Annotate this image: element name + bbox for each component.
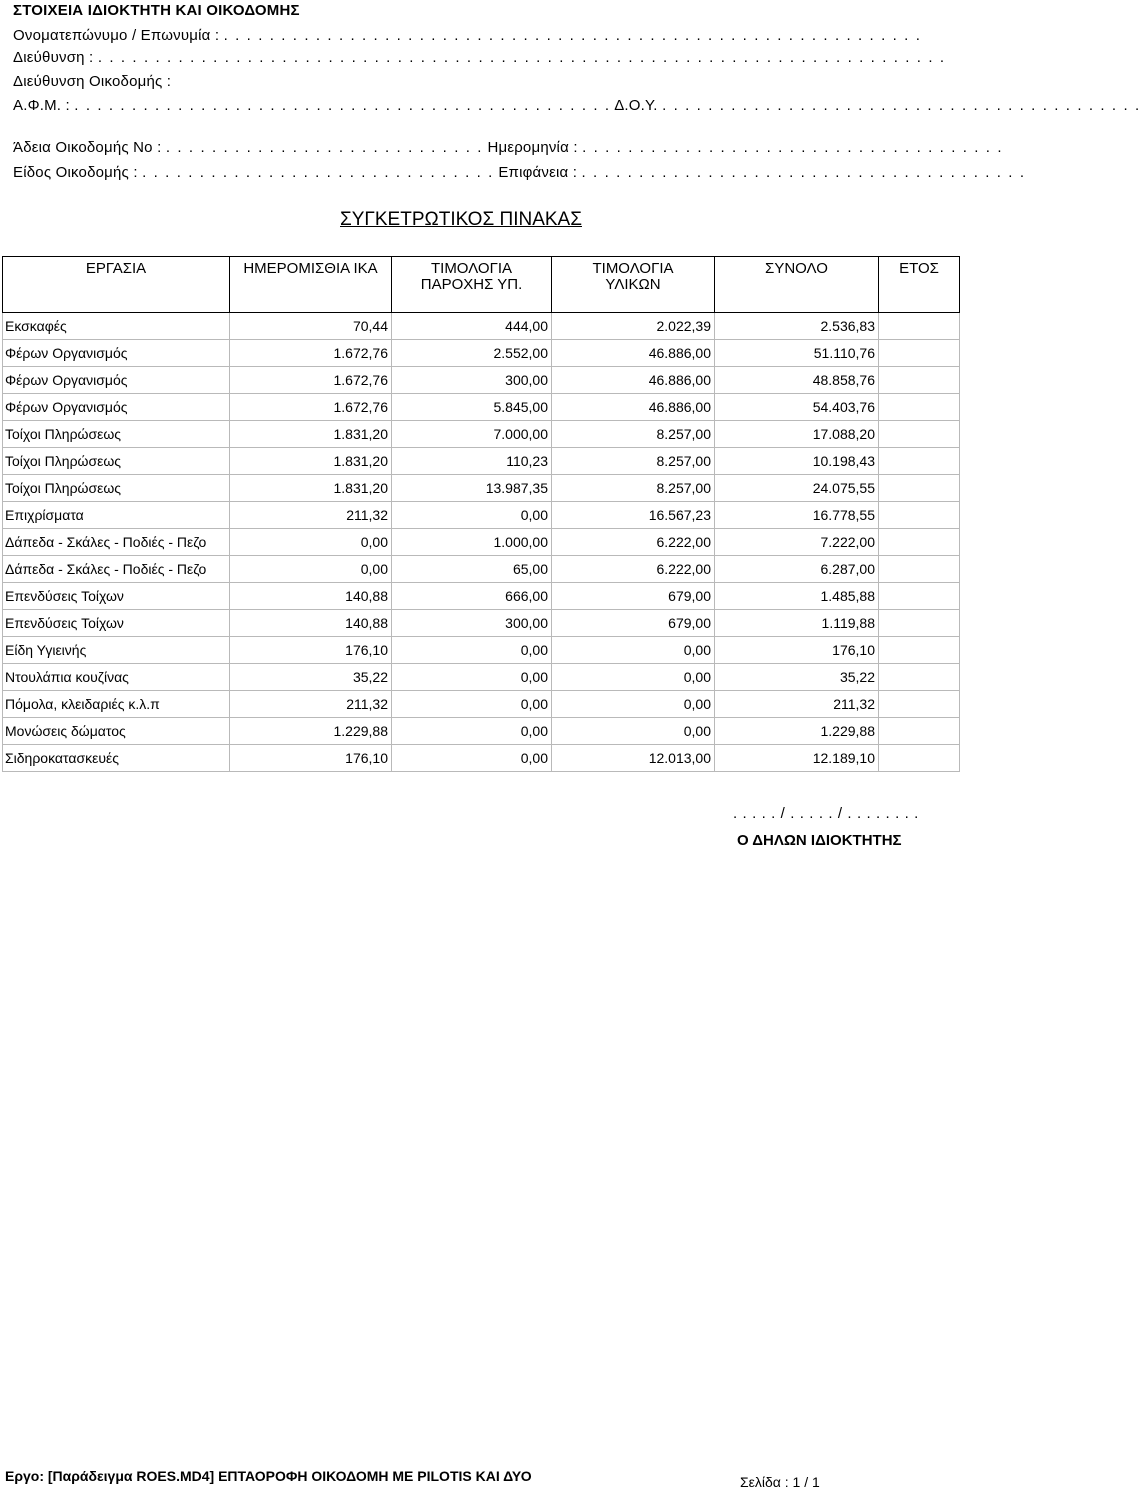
cell-services: 13.987,35 (392, 475, 552, 502)
cell-ika: 211,32 (230, 691, 392, 718)
owner-label: Ονοματεπώνυμο / Επωνυμία : (13, 27, 220, 44)
cell-year (879, 367, 960, 394)
cell-ika: 1.831,20 (230, 475, 392, 502)
cell-total: 211,32 (715, 691, 879, 718)
cell-year (879, 502, 960, 529)
cell-ika: 0,00 (230, 556, 392, 583)
cell-ika: 1.831,20 (230, 448, 392, 475)
cell-year (879, 394, 960, 421)
cell-materials: 46.886,00 (552, 394, 715, 421)
table-row (3, 583, 960, 610)
cell-total: 51.110,76 (715, 340, 879, 367)
cell-services: 0,00 (392, 637, 552, 664)
cell-services: 300,00 (392, 367, 552, 394)
building-type-field (13, 164, 1026, 181)
cell-work: Επενδύσεις Τοίχων (3, 583, 230, 610)
cell-services: 2.552,00 (392, 340, 552, 367)
cell-total: 16.778,55 (715, 502, 879, 529)
cell-ika: 1.229,88 (230, 718, 392, 745)
area-dots: . . . . . . . . . . . . . . . . . . . . . . . . . . . . . . . . . . . . . . . (581, 164, 1026, 181)
cell-year (879, 313, 960, 340)
cell-ika: 176,10 (230, 745, 392, 772)
cell-ika: 211,32 (230, 502, 392, 529)
cell-year (879, 718, 960, 745)
cell-materials: 12.013,00 (552, 745, 715, 772)
date-dots: . . . . . . . . . . . . . . . . . . . . . . . . . . . . . . . . . . . . . (582, 139, 1004, 156)
cell-ika: 140,88 (230, 610, 392, 637)
permit-dots: . . . . . . . . . . . . . . . . . . . . . . . . . . . . (165, 139, 484, 156)
cell-year (879, 745, 960, 772)
cell-materials: 2.022,39 (552, 313, 715, 340)
address-field (13, 49, 946, 66)
column-header-work: ΕΡΓΑΣΙΑ (3, 257, 230, 313)
table-row (3, 313, 960, 340)
cell-services: 0,00 (392, 502, 552, 529)
table-row (3, 502, 960, 529)
column-header-year: ΕΤΟΣ (879, 257, 960, 313)
cell-services: 666,00 (392, 583, 552, 610)
table-row (3, 664, 960, 691)
table-row (3, 475, 960, 502)
cell-ika: 1.672,76 (230, 394, 392, 421)
summary-table (2, 256, 960, 772)
cell-year (879, 583, 960, 610)
building-type-label: Είδος Οικοδομής : (13, 164, 138, 181)
building-address-field (13, 73, 171, 90)
cell-materials: 0,00 (552, 664, 715, 691)
cell-materials: 46.886,00 (552, 340, 715, 367)
cell-ika: 1.831,20 (230, 421, 392, 448)
cell-work: Επενδύσεις Τοίχων (3, 610, 230, 637)
cell-services: 7.000,00 (392, 421, 552, 448)
cell-materials: 8.257,00 (552, 421, 715, 448)
column-header-service-invoices: ΤΙΜΟΛΟΓΙΑ ΠΑΡΟΧΗΣ ΥΠ. (392, 257, 552, 313)
cell-work: Φέρων Οργανισμός (3, 367, 230, 394)
cell-work: Τοίχοι Πληρώσεως (3, 448, 230, 475)
signature-date-dots: . . . . . / . . . . . / . . . . . . . . (733, 805, 919, 822)
cell-year (879, 448, 960, 475)
column-header-total: ΣΥΝΟΛΟ (715, 257, 879, 313)
afm-label: Α.Φ.Μ. : (13, 97, 70, 114)
cell-services: 0,00 (392, 718, 552, 745)
cell-work: Σιδηροκατασκευές (3, 745, 230, 772)
cell-year (879, 556, 960, 583)
cell-work: Δάπεδα - Σκάλες - Ποδιές - Πεζο (3, 529, 230, 556)
cell-total: 24.075,55 (715, 475, 879, 502)
cell-total: 7.222,00 (715, 529, 879, 556)
cell-work: Ντουλάπια κουζίνας (3, 664, 230, 691)
tax-field (13, 97, 1141, 114)
cell-ika: 70,44 (230, 313, 392, 340)
cell-materials: 0,00 (552, 718, 715, 745)
address-dots: . . . . . . . . . . . . . . . . . . . . . . . . . . . . . . . . . . . . . . . . . . . . . . . . . . . . . . . . . . . . . . . . . . . . . . . . . . (97, 49, 946, 66)
cell-materials: 6.222,00 (552, 529, 715, 556)
table-row (3, 718, 960, 745)
cell-total: 1.229,88 (715, 718, 879, 745)
column-header-material-invoices: ΤΙΜΟΛΟΓΙΑ ΥΛΙΚΩΝ (552, 257, 715, 313)
cell-services: 0,00 (392, 664, 552, 691)
cell-work: Πόμολα, κλειδαριές κ.λ.π (3, 691, 230, 718)
cell-materials: 46.886,00 (552, 367, 715, 394)
cell-ika: 1.672,76 (230, 340, 392, 367)
cell-materials: 0,00 (552, 691, 715, 718)
cell-materials: 8.257,00 (552, 448, 715, 475)
doy-label: Δ.Ο.Υ. (614, 97, 658, 114)
cell-year (879, 340, 960, 367)
cell-materials: 679,00 (552, 583, 715, 610)
footer-project: Εργο: [Παράδειγμα ROES.MD4] ΕΠΤΑΟΡΟΦΗ ΟΙΚΟΔΟΜΗ ΜΕ PILOTIS ΚΑΙ ΔΥΟ (5, 1468, 532, 1484)
cell-materials: 8.257,00 (552, 475, 715, 502)
cell-total: 54.403,76 (715, 394, 879, 421)
cell-services: 0,00 (392, 691, 552, 718)
cell-year (879, 610, 960, 637)
cell-materials: 16.567,23 (552, 502, 715, 529)
table-title: ΣΥΓΚΕΤΡΩΤΙΚΟΣ ΠΙΝΑΚΑΣ (340, 209, 582, 230)
cell-ika: 0,00 (230, 529, 392, 556)
cell-services: 110,23 (392, 448, 552, 475)
cell-total: 2.536,83 (715, 313, 879, 340)
afm-dots: . . . . . . . . . . . . . . . . . . . . . . . . . . . . . . . . . . . . . . . . . . . . . . . (74, 97, 611, 114)
cell-work: Τοίχοι Πληρώσεως (3, 421, 230, 448)
cell-total: 10.198,43 (715, 448, 879, 475)
cell-year (879, 529, 960, 556)
building-address-label: Διεύθυνση Οικοδομής : (13, 73, 172, 90)
cell-materials: 679,00 (552, 610, 715, 637)
date-label: Ημερομηνία : (487, 139, 578, 156)
table-row (3, 421, 960, 448)
owner-dots: . . . . . . . . . . . . . . . . . . . . . . . . . . . . . . . . . . . . . . . . . . . . . . . . . . . . . . . . . . . . . (223, 27, 922, 44)
cell-services: 5.845,00 (392, 394, 552, 421)
table-row (3, 610, 960, 637)
doy-dots: . . . . . . . . . . . . . . . . . . . . . . . . . . . . . . . . . . . . . . . . . . (662, 97, 1141, 114)
cell-year (879, 664, 960, 691)
table-row (3, 529, 960, 556)
cell-year (879, 421, 960, 448)
permit-label: Άδεια Οικοδομής Νο : (13, 139, 162, 156)
cell-work: Δάπεδα - Σκάλες - Ποδιές - Πεζο (3, 556, 230, 583)
table-row (3, 556, 960, 583)
building-type-dots: . . . . . . . . . . . . . . . . . . . . . . . . . . . . . . . (142, 164, 494, 181)
cell-total: 17.088,20 (715, 421, 879, 448)
cell-work: Φέρων Οργανισμός (3, 340, 230, 367)
declarant-label: Ο ΔΗΛΩΝ ΙΔΙΟΚΤΗΤΗΣ (737, 832, 902, 849)
cell-year (879, 637, 960, 664)
cell-year (879, 691, 960, 718)
cell-total: 6.287,00 (715, 556, 879, 583)
cell-ika: 176,10 (230, 637, 392, 664)
cell-services: 1.000,00 (392, 529, 552, 556)
cell-work: Μονώσεις δώματος (3, 718, 230, 745)
owner-field (13, 27, 921, 44)
footer-page-number: Σελίδα : 1 / 1 (740, 1474, 820, 1490)
permit-field (13, 139, 1003, 156)
area-label: Επιφάνεια : (498, 164, 578, 181)
cell-services: 444,00 (392, 313, 552, 340)
table-row (3, 448, 960, 475)
cell-services: 65,00 (392, 556, 552, 583)
cell-ika: 140,88 (230, 583, 392, 610)
cell-year (879, 475, 960, 502)
cell-work: Είδη Υγιεινής (3, 637, 230, 664)
cell-total: 48.858,76 (715, 367, 879, 394)
cell-total: 35,22 (715, 664, 879, 691)
address-label: Διεύθυνση : (13, 49, 94, 66)
cell-ika: 35,22 (230, 664, 392, 691)
cell-services: 300,00 (392, 610, 552, 637)
table-row (3, 745, 960, 772)
section-heading: ΣΤΟΙΧΕΙΑ ΙΔΙΟΚΤΗΤΗ ΚΑΙ ΟΙΚΟΔΟΜΗΣ (13, 2, 300, 19)
cell-work: Επιχρίσματα (3, 502, 230, 529)
cell-total: 1.485,88 (715, 583, 879, 610)
cell-work: Τοίχοι Πληρώσεως (3, 475, 230, 502)
table-row (3, 340, 960, 367)
cell-total: 1.119,88 (715, 610, 879, 637)
cell-materials: 6.222,00 (552, 556, 715, 583)
cell-ika: 1.672,76 (230, 367, 392, 394)
cell-work: Φέρων Οργανισμός (3, 394, 230, 421)
cell-services: 0,00 (392, 745, 552, 772)
column-header-ika-wages: ΗΜΕΡΟΜΙΣΘΙΑ ΙΚΑ (230, 257, 392, 313)
table-row (3, 367, 960, 394)
cell-work: Εκσκαφές (3, 313, 230, 340)
table-row (3, 394, 960, 421)
cell-materials: 0,00 (552, 637, 715, 664)
cell-total: 12.189,10 (715, 745, 879, 772)
table-row (3, 691, 960, 718)
cell-total: 176,10 (715, 637, 879, 664)
table-row (3, 637, 960, 664)
table-header-row (3, 257, 960, 313)
